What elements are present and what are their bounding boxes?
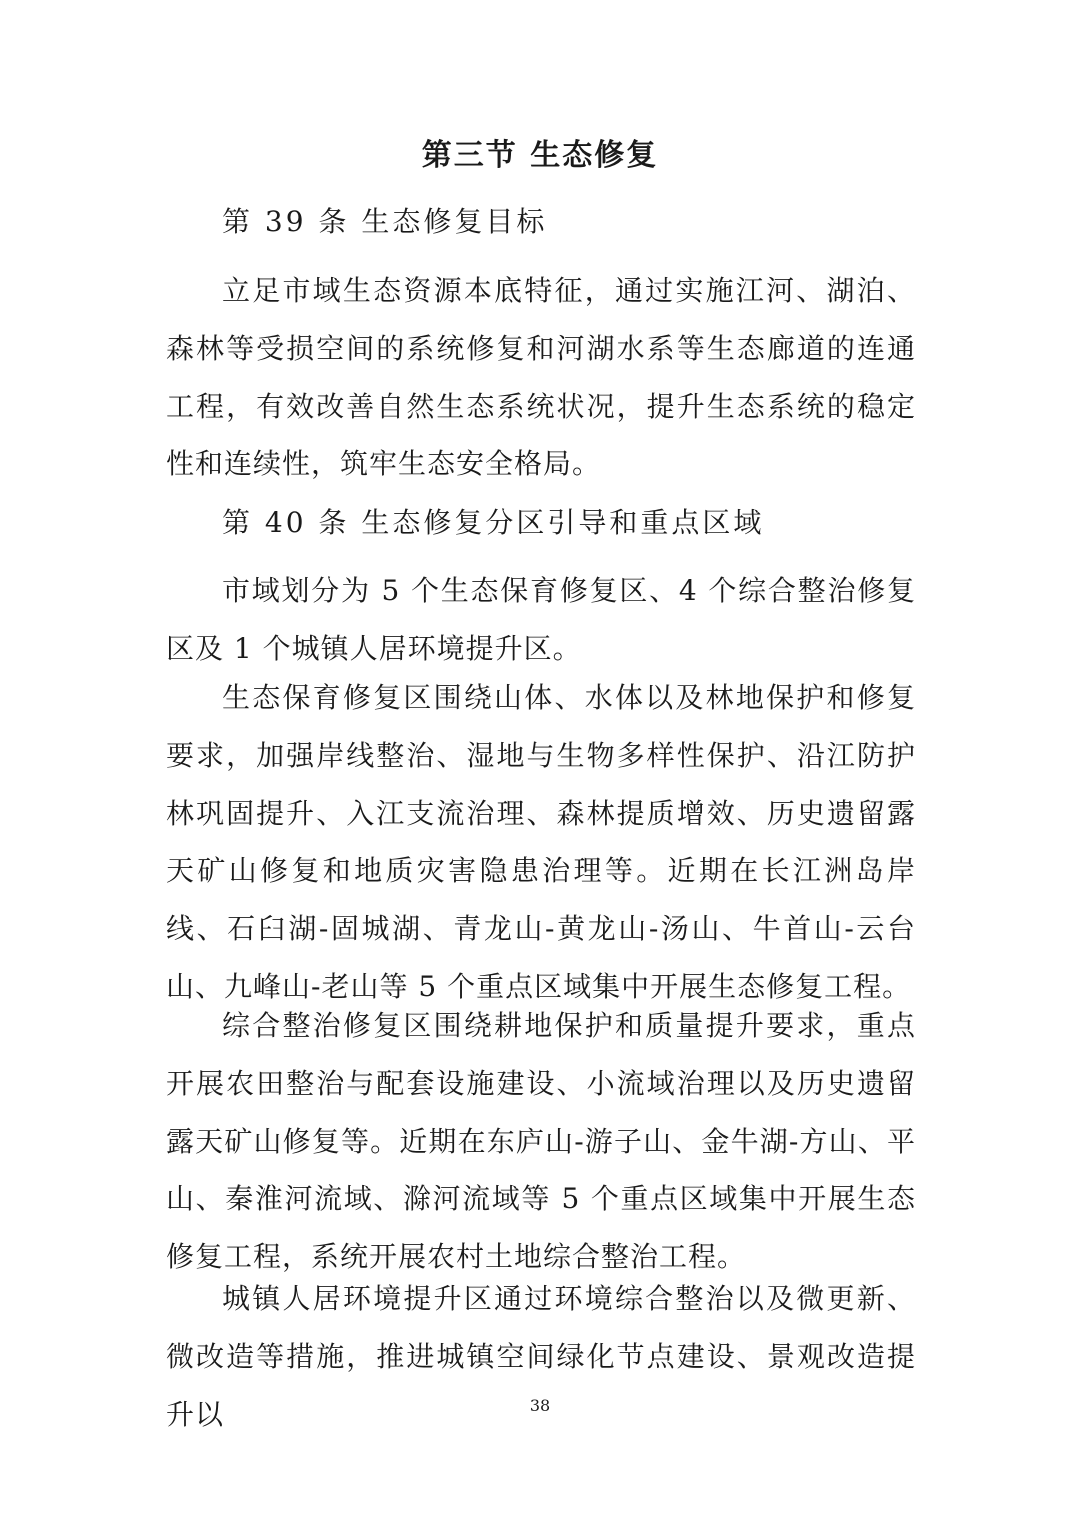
section-title: 第三节 生态修复 [421, 138, 659, 173]
article-40-paragraph-4: 城镇人居环境提升区通过环境综合整治以及微更新、微改造等措施，推进城镇空间绿化节点建设、景观改造提升以 [166, 1282, 916, 1431]
article-40-heading: 第 40 条 生态修复分区引导和重点区域 [222, 506, 765, 539]
article-40-paragraph-3: 综合整治修复区围绕耕地保护和质量提升要求，重点开展农田整治与配套设施建设、小流域治理以及历史遗留露天矿山修复等。近期在东庐山-游子山、金牛湖-方山、平山、秦淮河流域、滁河流域等 5 个重点区域集中开展生态修复工程，系统开展农村土地综合整治工程。 [166, 1009, 916, 1274]
article-39-paragraph: 立足市域生态资源本底特征，通过实施江河、湖泊、森林等受损空间的系统修复和河湖水系等生态廊道的连通工程，有效改善自然生态系统状况，提升生态系统的稳定性和连续性，筑牢生态安全格局。 [166, 274, 916, 481]
article-39-heading: 第 39 条 生态修复目标 [222, 205, 548, 238]
article-40-paragraph-1: 市域划分为 5 个生态保育修复区、4 个综合整治修复区及 1 个城镇人居环境提升区。 [166, 574, 916, 665]
article-40-paragraph-2: 生态保育修复区围绕山体、水体以及林地保护和修复要求，加强岸线整治、湿地与生物多样性保护、沿江防护林巩固提升、入江支流治理、森林提质增效、历史遗留露天矿山修复和地质灾害隐患治理等。近期在长江洲岛岸线、石臼湖-固城湖、青龙山-黄龙山-汤山、牛首山-云台山、九峰山-老山等 5 个重点区域集中开展生态修复工程。 [166, 681, 916, 1003]
page-number: 38 [529, 1396, 551, 1415]
